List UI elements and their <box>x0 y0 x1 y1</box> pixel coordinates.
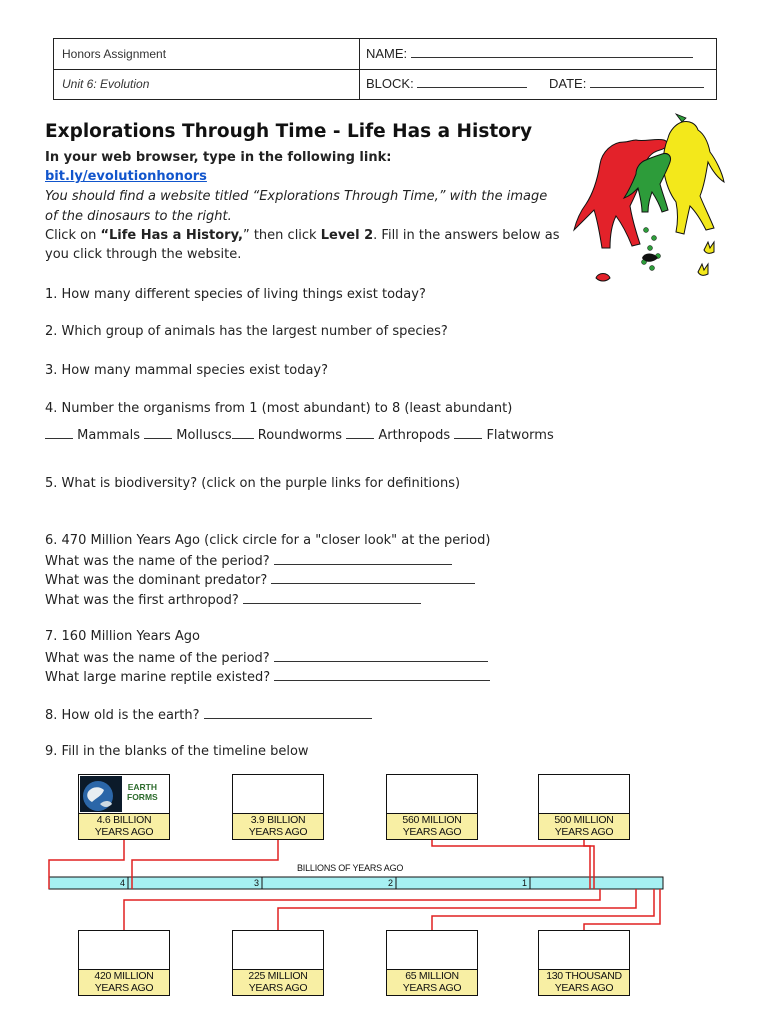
timeline-box-bottom-1 <box>78 930 170 996</box>
timeline-label-top-4: 500 MILLION YEARS AGO <box>538 814 630 840</box>
header-divider <box>359 39 360 99</box>
tick-label-4: 4 <box>120 878 126 888</box>
timeline-blank-image[interactable] <box>232 930 324 970</box>
question-7a: What was the name of the period? <box>45 649 488 666</box>
question-6: 6. 470 Million Years Ago (click circle for a "closer look" at the period) <box>45 533 491 548</box>
question-8: 8. How old is the earth? <box>45 706 372 723</box>
block-date-fields[interactable] <box>366 76 704 91</box>
question-7b: What large marine reptile existed? <box>45 668 490 685</box>
timeline-blank-image[interactable] <box>538 774 630 814</box>
instruction-text: In your web browser, type in the following link: <box>45 150 392 165</box>
click-instruction: Click on “Life Has a History,” then click Level 2. Fill in the answers below as <box>45 228 560 243</box>
timeline-blank-image[interactable] <box>386 930 478 970</box>
timeline-bar-title: BILLIONS OF YEARS AGO <box>297 863 404 873</box>
timeline-label-top-3: 560 MILLION YEARS AGO <box>386 814 478 840</box>
timeline-box-top-1 <box>78 774 170 840</box>
date-label: DATE: <box>548 76 587 91</box>
question-5: 5. What is biodiversity? (click on the purple links for definitions) <box>45 476 461 491</box>
timeline-diagram <box>44 772 668 1008</box>
evolution-link[interactable]: bit.ly/evolutionhonors <box>45 169 207 184</box>
question-2: 2. Which group of animals has the largest number of species? <box>45 324 448 339</box>
timeline-blank-image[interactable] <box>78 930 170 970</box>
name-label: NAME: <box>366 46 408 61</box>
timeline-label-top-2: 3.9 BILLION YEARS AGO <box>232 814 324 840</box>
block-label: BLOCK: <box>366 76 414 91</box>
timeline-box-bottom-4 <box>538 930 630 996</box>
timeline-box-bottom-2 <box>232 930 324 996</box>
unit-label: Unit 6: Evolution <box>62 77 150 91</box>
assignment-label: Honors Assignment <box>62 47 167 61</box>
timeline-box-bottom-3 <box>386 930 478 996</box>
question-4: 4. Number the organisms from 1 (most abundant) to 8 (least abundant) <box>45 401 513 416</box>
question-6b: What was the dominant predator? <box>45 571 475 588</box>
header-table <box>53 38 717 100</box>
intro-italic-2: of the dinosaurs to the right. <box>45 209 232 224</box>
timeline-label-bottom-2: 225 MILLION YEARS AGO <box>232 970 324 996</box>
header-row-1 <box>54 39 716 70</box>
tick-label-3: 3 <box>254 878 260 888</box>
page-title: Explorations Through Time - Life Has a History <box>45 121 533 142</box>
dinosaurs-illustration <box>572 112 732 290</box>
header-row-2 <box>54 69 716 99</box>
earth-image <box>78 774 170 814</box>
timeline-label-bottom-1: 420 MILLION YEARS AGO <box>78 970 170 996</box>
question-4-blanks: Mammals Molluscs Roundworms Arthropods Flatworms <box>45 426 554 443</box>
timeline-box-top-4 <box>538 774 630 840</box>
timeline-bar <box>49 877 663 889</box>
question-9: 9. Fill in the blanks of the timeline below <box>45 744 309 759</box>
timeline-box-top-3 <box>386 774 478 840</box>
timeline-label-bottom-3: 65 MILLION YEARS AGO <box>386 970 478 996</box>
timeline-box-top-2 <box>232 774 324 840</box>
question-6a: What was the name of the period? <box>45 552 452 569</box>
timeline-blank-image[interactable] <box>386 774 478 814</box>
timeline-label-top-1: 4.6 BILLION YEARS AGO <box>78 814 170 840</box>
question-3: 3. How many mammal species exist today? <box>45 363 329 378</box>
intro-italic-1: You should find a website titled “Explorations Through Time,” with the image <box>45 189 548 204</box>
question-1: 1. How many different species of living things exist today? <box>45 287 426 302</box>
earth-icon <box>80 776 122 812</box>
tick-label-1: 1 <box>522 878 528 888</box>
timeline-blank-image[interactable] <box>232 774 324 814</box>
name-field[interactable] <box>366 46 693 61</box>
tick-label-2: 2 <box>388 878 394 888</box>
question-7: 7. 160 Million Years Ago <box>45 629 200 644</box>
earth-caption: EARTH FORMS <box>127 782 158 802</box>
click-instruction-end: you click through the website. <box>45 247 242 262</box>
timeline-blank-image[interactable] <box>538 930 630 970</box>
timeline-label-bottom-4: 130 THOUSAND YEARS AGO <box>538 970 630 996</box>
question-6c: What was the first arthropod? <box>45 591 421 608</box>
